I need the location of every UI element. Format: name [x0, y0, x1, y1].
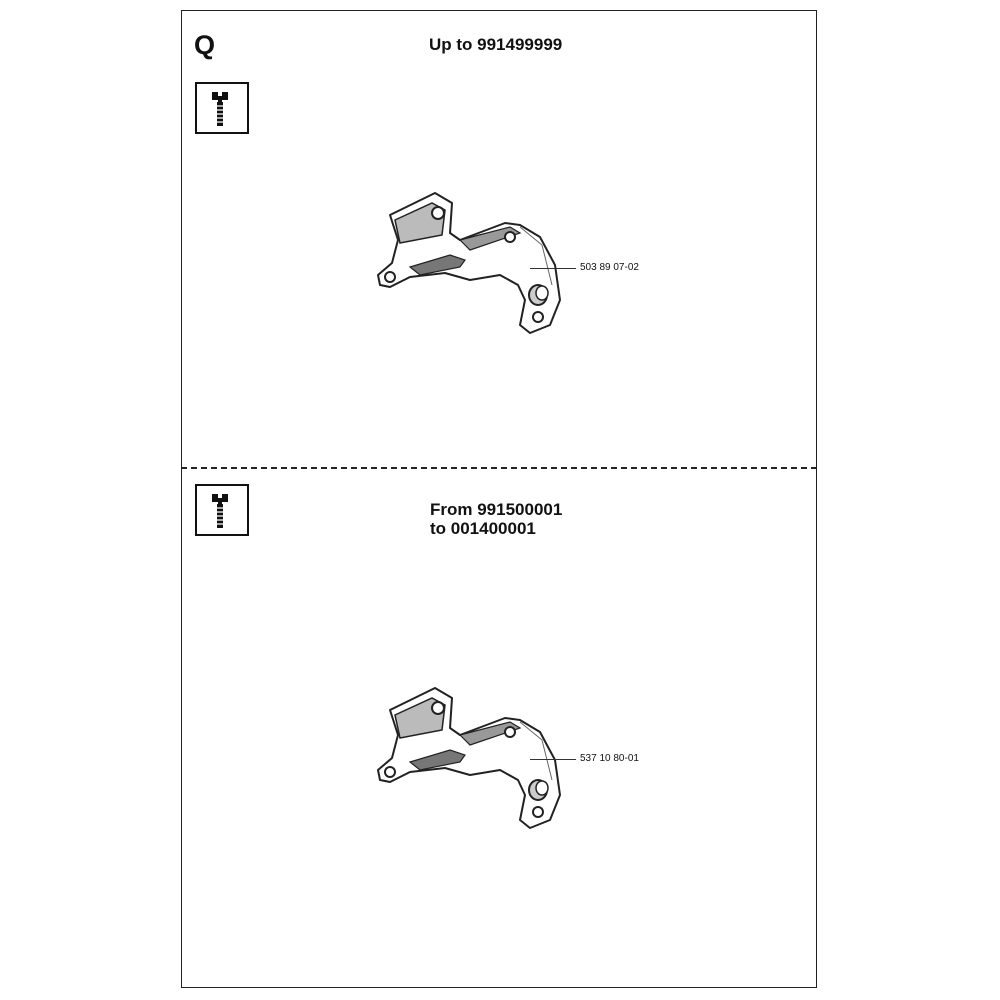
upper-part-drawing — [370, 185, 570, 335]
diagram-frame — [181, 10, 817, 988]
lower-leader-line — [530, 759, 576, 760]
section-letter: Q — [194, 30, 216, 60]
upper-leader-line — [530, 268, 576, 269]
lower-part-number: 537 10 80-01 — [580, 753, 639, 764]
wrench-screw-icon — [197, 84, 247, 132]
upper-tool-box — [195, 82, 249, 134]
upper-heading: Up to 991499999 — [429, 35, 563, 54]
lower-part-drawing — [370, 680, 570, 830]
lower-tool-box — [195, 484, 249, 536]
lower-heading-line2: to 001400001 — [430, 519, 536, 538]
lower-heading-line1: From 991500001 — [430, 500, 563, 519]
wrench-screw-icon — [197, 486, 247, 534]
upper-part-number: 503 89 07-02 — [580, 262, 639, 273]
section-divider — [181, 467, 817, 469]
